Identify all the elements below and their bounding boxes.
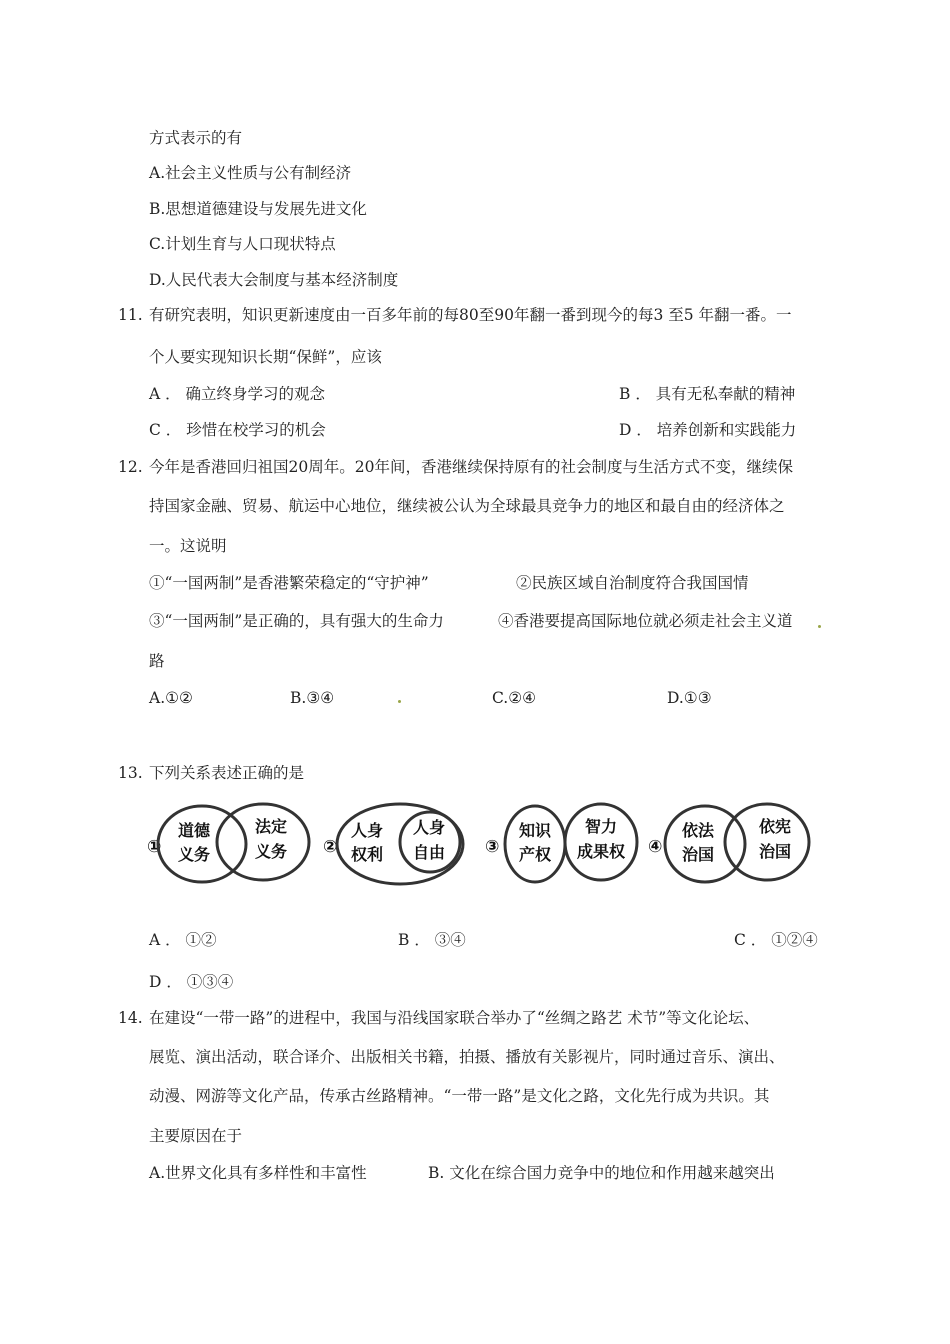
diagram-1-marker: ① (147, 837, 162, 857)
venn-diagram-1 (147, 804, 309, 882)
diagram-2-right-line1: 人身 (413, 818, 446, 837)
q12-stem-line1: 今年是香港回归祖国20周年。20年间，香港继续保持原有的社会制度与生活方式不变，继续保 (149, 458, 793, 476)
diagram-2-marker: ② (323, 837, 338, 857)
diagram-2-right-line2: 自由 (413, 843, 446, 862)
diagram-3-right-line2: 成果权 (577, 842, 626, 861)
q13-option-d: D ． ①③④ (149, 973, 234, 991)
q13-number: 13. (118, 764, 143, 782)
q11-option-b: B ． 具有无私奉献的精神 (619, 385, 796, 403)
q12-statement-4: ④香港要提高国际地位就必须走社会主义道 (498, 612, 793, 630)
q10-option-a: A.社会主义性质与公有制经济 (149, 164, 352, 182)
diagram-3-left-line2: 产权 (519, 845, 552, 864)
q13-option-c: C ． ①②④ (734, 931, 818, 949)
q13-venn-diagrams (145, 800, 815, 890)
q12-stem-line2: 持国家金融、贸易、航运中心地位，继续被公认为全球最具竞争力的地区和最自由的经济体之 (149, 497, 785, 515)
diagram-1-right-line1: 法定 (255, 817, 288, 836)
diagram-1-left-line2: 义务 (178, 845, 211, 864)
q12-number: 12. (118, 458, 143, 476)
q14-stem-line1: 在建设“一带一路”的进程中，我国与沿线国家联合举办了“丝绸之路艺 术节”等文化论坛、 (149, 1009, 760, 1027)
venn-diagram-2 (323, 804, 463, 884)
q10-option-d: D.人民代表大会制度与基本经济制度 (149, 271, 399, 289)
q14-number: 14. (118, 1009, 143, 1027)
q11-option-d: D ． 培养创新和实践能力 (619, 421, 797, 439)
q14-stem-line3: 动漫、网游等文化产品，传承古丝路精神。“一带一路”是文化之路，文化先行成为共识。其 (149, 1087, 770, 1105)
q14-option-b: B. 文化在综合国力竞争中的地位和作用越来越突出 (428, 1164, 775, 1182)
diagram-2-left-line1: 人身 (351, 821, 384, 840)
q13-option-a: A ． ①② (149, 931, 217, 949)
q14-stem-line4: 主要原因在于 (149, 1127, 243, 1145)
q13-option-b: B ． ③④ (398, 931, 466, 949)
stray-mark (398, 700, 401, 703)
q12-statement-3: ③“一国两制”是正确的，具有强大的生命力 (149, 612, 444, 630)
diagram-4-marker: ④ (648, 837, 663, 857)
q12-statement-4-cont: 路 (149, 652, 165, 670)
q12-statement-1: ①“一国两制”是香港繁荣稳定的“守护神” (149, 574, 429, 592)
q12-option-a: A.①② (149, 689, 193, 707)
q12-option-b: B.③④ (290, 689, 335, 707)
venn-diagram-3 (485, 804, 637, 882)
q10-stem-continuation: 方式表示的有 (149, 129, 243, 147)
q11-option-c: C ． 珍惜在校学习的机会 (149, 421, 326, 439)
q11-stem-line1: 有研究表明，知识更新速度由一百多年前的每80至90年翻一番到现今的每3 至5 年翻一番。一 (149, 306, 792, 324)
q12-stem-line3: 一。这说明 (149, 537, 227, 555)
q11-number: 11. (118, 306, 143, 324)
q14-option-a: A.世界文化具有多样性和丰富性 (149, 1164, 367, 1182)
diagram-3-left-ellipse (505, 806, 565, 882)
q10-option-b: B.思想道德建设与发展先进文化 (149, 200, 367, 218)
diagram-3-right-line1: 智力 (585, 817, 618, 836)
diagram-4-right-line1: 依宪 (759, 817, 792, 836)
diagram-3-marker: ③ (485, 837, 500, 857)
diagram-1-right-line2: 义务 (255, 842, 288, 861)
q12-statement-2: ②民族区域自治制度符合我国国情 (516, 574, 749, 592)
q11-stem-line2: 个人要实现知识长期“保鲜”，应该 (149, 348, 382, 366)
stray-mark (818, 625, 821, 628)
diagram-4-right-line2: 治国 (759, 842, 792, 861)
diagram-3-left-line1: 知识 (519, 821, 552, 840)
q12-option-d: D.①③ (667, 689, 712, 707)
q11-option-a: A ． 确立终身学习的观念 (149, 385, 326, 403)
venn-diagram-4 (648, 804, 809, 882)
diagram-2-left-line2: 权利 (351, 845, 384, 864)
diagram-1-left-line1: 道德 (178, 821, 211, 840)
q10-option-c: C.计划生育与人口现状特点 (149, 235, 336, 253)
q12-option-c: C.②④ (492, 689, 537, 707)
diagram-4-left-line1: 依法 (682, 821, 715, 840)
q14-stem-line2: 展览、演出活动，联合译介、出版相关书籍，拍摄、播放有关影视片，同时通过音乐、演出、 (149, 1048, 785, 1066)
diagram-4-left-line2: 治国 (682, 845, 715, 864)
q13-stem: 下列关系表述正确的是 (149, 764, 305, 782)
